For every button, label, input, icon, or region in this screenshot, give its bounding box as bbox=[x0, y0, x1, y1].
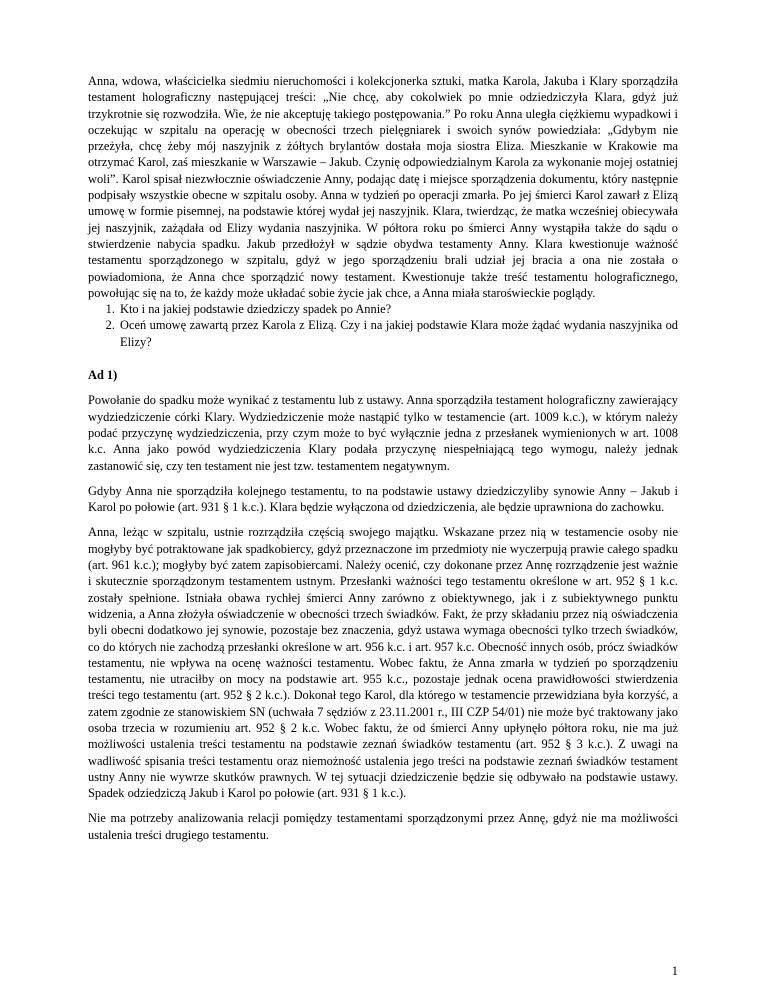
paragraph-1: Powołanie do spadku może wynikać z testamentu lub z ustawy. Anna sporządziła testament holograficzny zawierający wydziedziczenie córki Klary. Wydziedziczenie może nastąpić tylko w testamencie (art. 1009 k.c.), w którym należy podać przyczynę wydziedziczenia, przy czym może to być wyłącznie jedna z przesłanek wymienionych w art. 1008 k.c. Anna jako powód wydziedziczenia Klary podała przyczynę niespełniającą tego wymogu, należy jednak zastanowić się, czy ten testament nie jest tzw. testamentem negatywnym. bbox=[88, 393, 678, 473]
paragraph-2: Gdyby Anna nie sporządziła kolejnego testamentu, to na podstawie ustawy dziedziczyliby synowie Anny – Jakub i Karol po połowie (art. 931 § 1 k.c.). Klara będzie wyłączona od dziedziczenia, ale będzie uprawniona do zachowku. bbox=[88, 483, 678, 515]
question-list bbox=[88, 301, 678, 350]
paragraph-3: Anna, leżąc w szpitalu, ustnie rozrządziła częścią swojego majątku. Wskazane przez nią w testamencie osoby nie mogłyby być potraktowane jak spadkobiercy, gdyż przeznaczone im przedmioty nie wyczerpują prawie całego spadku (art. 961 k.c.); mogłyby być zatem zapisobiercami. Należy ocenić, czy dokonane przez Annę rozrządzenie jest ważnie i skutecznie sporządzonym testamentem ustnym. Przesłanki ważności tego testamentu określone w art. 952 § 1 k.c. zostały spełnione. Istniała obawa rychłej śmierci Anny zarówno z obiektywnego, jak i z subiektywnego punktu widzenia, a Anna złożyła oświadczenie w obecności trzech świadków. Fakt, że przy składaniu przez nią oświadczenia byli obecni dodatkowo jej synowie, pozostaje bez znaczenia, gdyż ustawa wymaga obecności tylko trzech świadków, co do których nie zachodzą przesłanki określone w art. 956 k.c. i art. 957 k.c. Obecność innych osób, prócz świadków testamentu, nie wpływa na ocenę ważności testamentu. Wobec faktu, że Anna zmarła w tydzień po sporządzeniu testamentu, nie utraciłby on mocy na podstawie art. 955 k.c., pozostaje jednak ocena prawidłowości stwierdzenia treści tego testamentu (art. 952 § 2 k.c.). Dokonał tego Karol, dla którego w testamencie przewidziana była korzyść, a zatem zgodnie ze stanowiskiem SN (uchwała 7 sędziów z 23.11.2001 r., III CZP 54/01) nie może być traktowany jako osoba trzecia w rozumieniu art. 952 § 2 k.c. Wobec faktu, że od śmierci Anny upłynęło półtora roku, nie ma już możliwości ustalenia treści testamentu na podstawie zeznań świadków testamentu (art. 952 § 3 k.c.). Z uwagi na wadliwość spisania treści testamentu oraz niemożność ustalenia jego treści na podstawie zeznań świadków testament ustny Anny nie wywrze skutków prawnych. W tej sytuacji dziedziczenie będzie się odbywało na podstawie ustawy. Spadek odziedziczą Jakub i Karol po połowie (art. 931 § 1 k.c.). bbox=[88, 525, 678, 801]
question-2: 2. Oceń umowę zawartą przez Karola z Elizą. Czy i na jakiej podstawie Klara może żądać wydania naszyjnika od Elizy? bbox=[118, 317, 678, 350]
page-number: 1 bbox=[671, 964, 678, 978]
document-page bbox=[88, 73, 678, 852]
paragraph-4: Nie ma potrzeby analizowania relacji pomiędzy testamentami sporządzonymi przez Annę, gdyż nie ma możliwości ustalenia treści drugiego testamentu. bbox=[88, 811, 678, 842]
section-heading: Ad 1) bbox=[88, 368, 118, 383]
question-1: 1. Kto i na jakiej podstawie dziedziczy spadek po Annie? bbox=[118, 301, 678, 317]
case-description: Anna, wdowa, właścicielka siedmiu nieruchomości i kolekcjonerka sztuki, matka Karola, Jakuba i Klary sporządziła testament holograficzny następującej treści: „Nie chcę, aby cokolwiek po mnie odziedziczyła Klara, gdyż już trzykrotnie się rozwodziła. Wie, że nie akceptuję takiego postępowania.” Po roku Anna uległa ciężkiemu wypadkowi i oczekując w szpitalu na operację w obecności trzech pielęgniarek i swoich synów powiedziała: „Gdybym nie przeżyła, chcę żeby mój naszyjnik z żółtych brylantów dostała moja siostra Eliza. Mieszkanie w Krakowie ma otrzymać Karol, zaś mieszkanie w Warszawie – Jakub. Czynię odpowiedzialnym Karola za wykonanie mojej ostatniej woli”. Karol spisał niezwłocznie oświadczenie Anny, podając datę i miejsce sporządzenia dokumentu, który następnie podpisały wszystkie obecne w szpitalu osoby. Anna w tydzień po operacji zmarła. Po jej śmierci Karol zawarł z Elizą umowę w formie pisemnej, na podstawie której wydał jej naszyjnik. Klara, twierdząc, że matka wcześniej obiecywała jej naszyjnik, zażądała od Elizy wydania naszyjnika. W półtora roku po śmierci Anny wystąpiła także do sądu o stwierdzenie nabycia spadku. Jakub przedłożył w sądzie obydwa testamenty Anny. Klara kwestionuje ważność testamentu sporządzonego w szpitalu, gdyż w jego sporządzeniu brali udział jej bracia a ona nie została o powiadomiona, że Anna chce sporządzić nowy testament. Kwestionuje także treść testamentu holograficznego, powołując się na to, że każdy może układać sobie życie jak chce, a Anna miała staroświeckie poglądy. bbox=[88, 74, 678, 300]
